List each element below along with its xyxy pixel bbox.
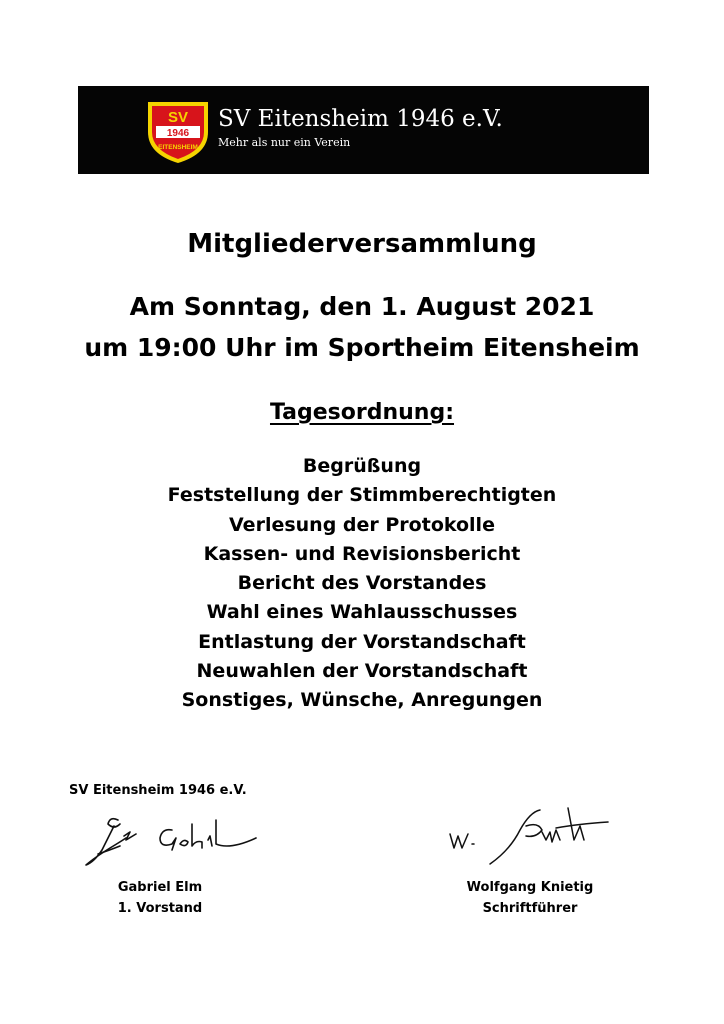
club-slogan: Mehr als nur ein Verein bbox=[218, 136, 351, 149]
page-title: Mitgliederversammlung bbox=[187, 229, 537, 259]
agenda-item: Kassen- und Revisionsbericht bbox=[203, 542, 521, 565]
signatory-name: Gabriel Elm bbox=[117, 880, 203, 895]
signatory-name: Wolfgang Knietig bbox=[466, 880, 594, 895]
agenda-item: Sonstiges, Wünsche, Anregungen bbox=[181, 689, 543, 712]
logo-top-text: SV bbox=[167, 109, 189, 126]
signatory-role: 1. Vorstand bbox=[117, 901, 203, 916]
agenda-item: Entlastung der Vorstandschaft bbox=[198, 630, 526, 653]
signatory-role: Schriftführer bbox=[482, 901, 578, 916]
signature-gabriel-elm bbox=[80, 810, 270, 872]
agenda-item: Feststellung der Stimmberechtigten bbox=[167, 484, 557, 507]
agenda-heading: Tagesordnung: bbox=[269, 400, 455, 425]
agenda-list bbox=[0, 452, 724, 716]
event-date: Am Sonntag, den 1. August 2021 bbox=[129, 292, 595, 321]
signature-wolfgang-knietig bbox=[444, 800, 614, 872]
agenda-item: Wahl eines Wahlausschusses bbox=[206, 601, 518, 624]
agenda-item: Neuwahlen der Vorstandschaft bbox=[196, 660, 528, 683]
logo-year: 1946 bbox=[166, 128, 190, 139]
signatory-2 bbox=[440, 877, 620, 919]
signatory-1 bbox=[100, 877, 220, 919]
agenda-item: Bericht des Vorstandes bbox=[237, 572, 487, 595]
signature-organization: SV Eitensheim 1946 e.V. bbox=[69, 783, 247, 798]
header-banner bbox=[78, 86, 649, 174]
event-time-place: um 19:00 Uhr im Sportheim Eitensheim bbox=[84, 333, 640, 362]
club-logo bbox=[144, 96, 212, 166]
agenda-item: Begrüßung bbox=[302, 455, 422, 477]
agenda-item: Verlesung der Protokolle bbox=[229, 513, 495, 536]
club-name: SV Eitensheim 1946 e.V. bbox=[218, 106, 503, 132]
logo-place: EITENSHEIM bbox=[158, 144, 198, 151]
